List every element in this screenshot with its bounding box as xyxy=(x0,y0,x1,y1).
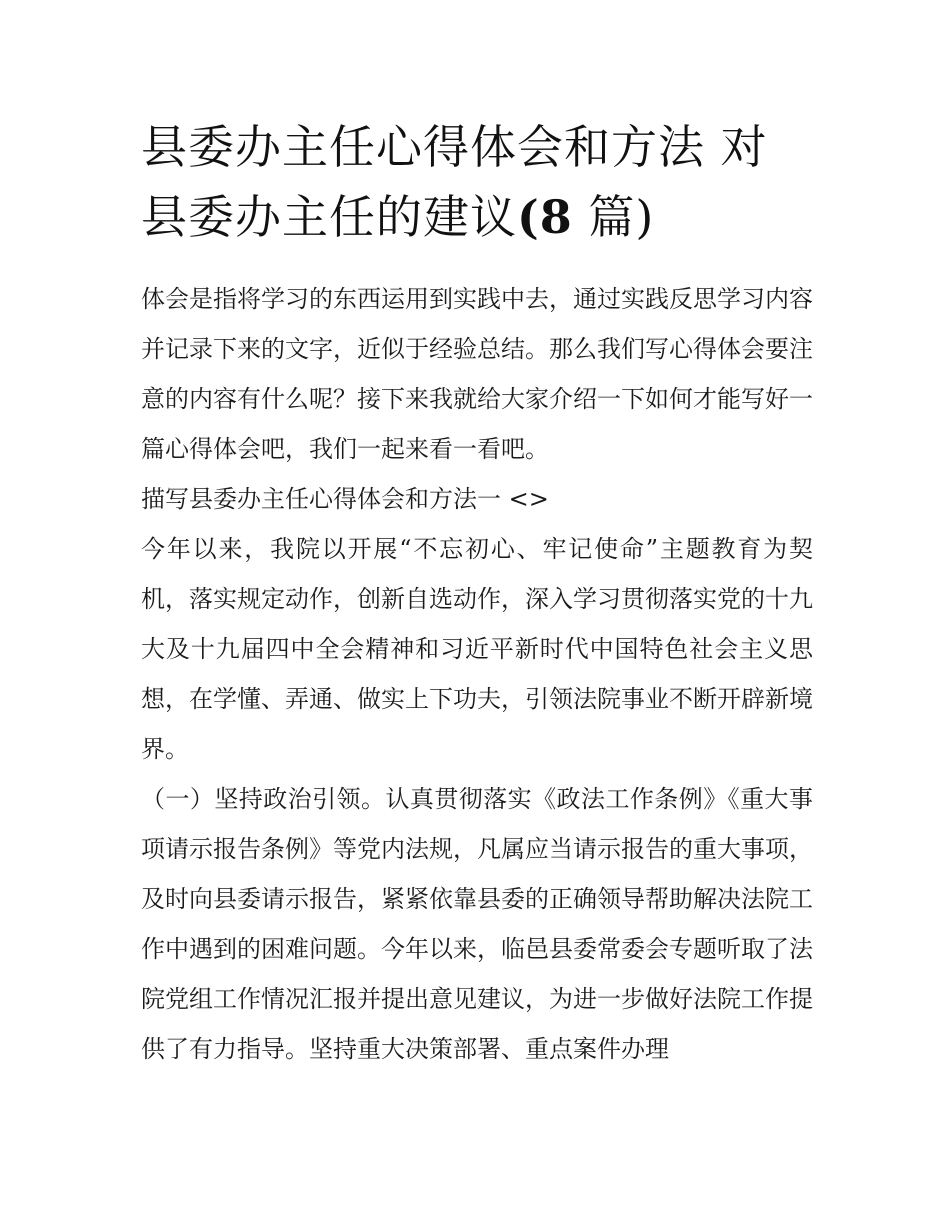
document-title xyxy=(141,112,813,252)
body-paragraph: 今年以来，我院以开展“不忘初心、牢记使命”主题教育为契机，落实规定动作，创新自选动作，深入学习贯彻落实党的十九大及十九届四中全会精神和习近平新时代中国特色社会主义思想，在学懂、弄通、做实上下功夫，引领法院事业不断开辟新境界。 xyxy=(141,535,813,763)
body-paragraph: （一）坚持政治引领。认真贯彻落实《政法工作条例》《重大事项请示报告条例》等党内法规，凡属应当请示报告的重大事项，及时向县委请示报告，紧紧依靠县委的正确领导帮助解决法院工作中遇到的困难问题。今年以来，临邑县委常委会专题听取了法院党组工作情况汇报并提出意见建议，为进一步做好法院工作提供了有力指导。坚持重大决策部署、重点案件办理 xyxy=(141,785,813,1063)
title-suffix: 篇) xyxy=(572,190,655,244)
title-count: (8 xyxy=(517,190,573,244)
title-text: 县委办主任心得体会和方法 对县委办主任的建议 xyxy=(141,120,768,244)
section-heading: 描写县委办主任心得体会和方法一 <> xyxy=(141,485,549,513)
document-page xyxy=(141,112,813,1074)
document-body xyxy=(141,274,813,1074)
intro-paragraph: 体会是指将学习的东西运用到实践中去，通过实践反思学习内容并记录下来的文字，近似于经验总结。那么我们写心得体会要注意的内容有什么呢？接下来我就给大家介绍一下如何才能写好一篇心得体会吧，我们一起来看一看吧。 xyxy=(141,285,813,463)
